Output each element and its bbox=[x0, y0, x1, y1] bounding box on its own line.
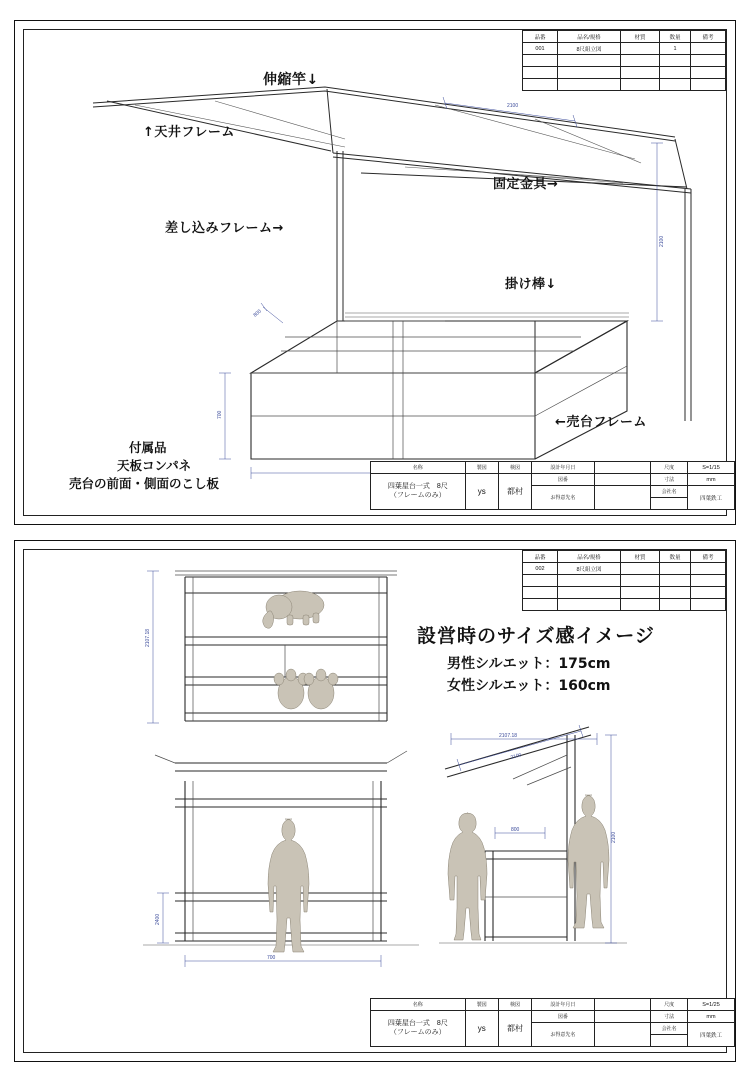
male-silhouette-right bbox=[568, 795, 609, 928]
tb-label-scale: 尺度 bbox=[651, 462, 688, 474]
size-image-headline: 設営時のサイズ感イメージ bbox=[417, 625, 655, 647]
annotation-hanging-bar: 掛け棒↓ bbox=[505, 277, 557, 292]
sheet-2-title-block bbox=[370, 998, 735, 1047]
drawing-sheet-1 bbox=[14, 20, 736, 525]
tb-label-drawing-no: 図番 bbox=[532, 1011, 595, 1023]
parts-header-cell: 品名/規格 bbox=[558, 31, 621, 43]
tb-label-unit: 寸法 bbox=[651, 474, 688, 486]
parts-cell: 001 bbox=[523, 43, 558, 55]
tb-label-date: 設計年月日 bbox=[532, 462, 595, 474]
annotation-fixing-bracket: 固定金具→ bbox=[493, 177, 559, 192]
tb-name-line-2: （フレームのみ） bbox=[389, 491, 446, 499]
tb-label-name: 名称 bbox=[371, 462, 466, 474]
tb-customer-value bbox=[594, 486, 651, 510]
tb-date-value bbox=[594, 462, 651, 474]
annotation-telescoping-pole: 伸縮竿↓ bbox=[263, 72, 319, 88]
dimension-label: 2100 bbox=[507, 103, 519, 109]
tb-drawing-name bbox=[371, 474, 466, 510]
dimension-label: 700 bbox=[267, 955, 276, 961]
tb-company-value: 四葉鉄工 bbox=[688, 1023, 735, 1047]
tb-label-company: 会社名 bbox=[651, 486, 688, 498]
parts-cell: 1 bbox=[660, 43, 691, 55]
male-silhouette bbox=[268, 819, 309, 952]
parts-cell: 002 bbox=[523, 563, 558, 575]
dimension-label: 2100 bbox=[659, 235, 665, 247]
accessories-block bbox=[69, 439, 220, 493]
tb-checker-value: 都村 bbox=[498, 474, 531, 510]
accessories-heading: 付属品 bbox=[129, 440, 167, 455]
dimension-label: 700 bbox=[217, 410, 223, 419]
tb-label-name: 名称 bbox=[371, 999, 466, 1011]
tb-label-drafter: 製図 bbox=[465, 999, 498, 1011]
parts-header-cell: 材質 bbox=[621, 31, 660, 43]
tb-label-customer: お得意先名 bbox=[532, 1023, 595, 1047]
tb-label-checker: 検図 bbox=[498, 462, 531, 474]
tb-drawing-no-value bbox=[594, 1011, 651, 1023]
drawing-sheet-2 bbox=[14, 540, 736, 1062]
parts-header-cell: 備考 bbox=[691, 551, 726, 563]
parts-header-cell: 数量 bbox=[660, 551, 691, 563]
tb-label-unit: 寸法 bbox=[651, 1011, 688, 1023]
dimension-label: 2100 bbox=[611, 831, 617, 843]
tb-drafter-value: ys bbox=[465, 1011, 498, 1047]
tb-drawing-name bbox=[371, 1011, 466, 1047]
sheet-1-title-block bbox=[370, 461, 735, 510]
dimension-label: 2107.18 bbox=[499, 733, 518, 739]
parts-cell: 8尺組立図 bbox=[558, 563, 621, 575]
dimension-label: 2400 bbox=[155, 913, 161, 925]
parts-header-cell: 品名/規格 bbox=[558, 551, 621, 563]
dimension-label: 800 bbox=[511, 827, 520, 833]
tb-drafter-value: ys bbox=[465, 474, 498, 510]
parts-header-cell: 材質 bbox=[621, 551, 660, 563]
tb-name-line-1: 四葉屋台一式 8尺 bbox=[387, 482, 448, 490]
silhouette-note-male: 男性シルエット：175cm bbox=[447, 656, 611, 672]
tb-label-drawing-no: 図番 bbox=[532, 474, 595, 486]
animal-silhouette-group bbox=[274, 669, 338, 709]
tb-label-company: 会社名 bbox=[651, 1023, 688, 1035]
tb-company-value: 四葉鉄工 bbox=[688, 486, 735, 510]
parts-header-cell: 品番 bbox=[523, 551, 558, 563]
tb-checker-value: 都村 bbox=[498, 1011, 531, 1047]
parts-header-cell: 備考 bbox=[691, 31, 726, 43]
accessories-line-2: 売台の前面・側面のこし板 bbox=[69, 476, 220, 492]
tb-customer-value bbox=[594, 1023, 651, 1047]
tb-label-scale: 尺度 bbox=[651, 999, 688, 1011]
elevation-views-drawing bbox=[15, 541, 737, 1063]
female-silhouette bbox=[448, 813, 487, 940]
tb-drawing-no-value bbox=[594, 474, 651, 486]
silhouette-note-female: 女性シルエット：160cm bbox=[447, 678, 611, 695]
tb-date-value bbox=[594, 999, 651, 1011]
accessories-line-1: 天板コンパネ bbox=[117, 458, 192, 474]
parts-header-cell: 数量 bbox=[660, 31, 691, 43]
tb-scale-value: S=1/25 bbox=[688, 999, 735, 1011]
elephant-silhouette bbox=[263, 591, 324, 628]
tb-unit-value: mm bbox=[688, 1011, 735, 1023]
tb-label-checker: 検図 bbox=[498, 999, 531, 1011]
tb-spacer-cell bbox=[651, 1035, 688, 1047]
annotation-ceiling-frame: ↑天井フレーム bbox=[143, 125, 235, 140]
parts-cell: 8尺組立図 bbox=[558, 43, 621, 55]
tb-scale-value: S=1/15 bbox=[688, 462, 735, 474]
silhouette-notes bbox=[447, 653, 610, 698]
dimension-label: 2100 bbox=[509, 752, 523, 761]
annotation-stall-frame: ←売台フレーム bbox=[555, 415, 647, 430]
parts-header-cell: 品番 bbox=[523, 31, 558, 43]
tb-name-line-2: （フレームのみ） bbox=[389, 1028, 446, 1036]
tb-unit-value: mm bbox=[688, 474, 735, 486]
dimension-label: 2107.18 bbox=[145, 628, 151, 647]
tb-name-line-1: 四葉屋台一式 8尺 bbox=[387, 1019, 448, 1027]
dimension-label: 800 bbox=[252, 308, 263, 319]
tb-label-drafter: 製図 bbox=[465, 462, 498, 474]
annotation-insert-frame: 差し込みフレーム→ bbox=[165, 221, 284, 236]
tb-label-date: 設計年月日 bbox=[532, 999, 595, 1011]
tb-spacer-cell bbox=[651, 498, 688, 510]
tb-label-customer: お得意先名 bbox=[532, 486, 595, 510]
